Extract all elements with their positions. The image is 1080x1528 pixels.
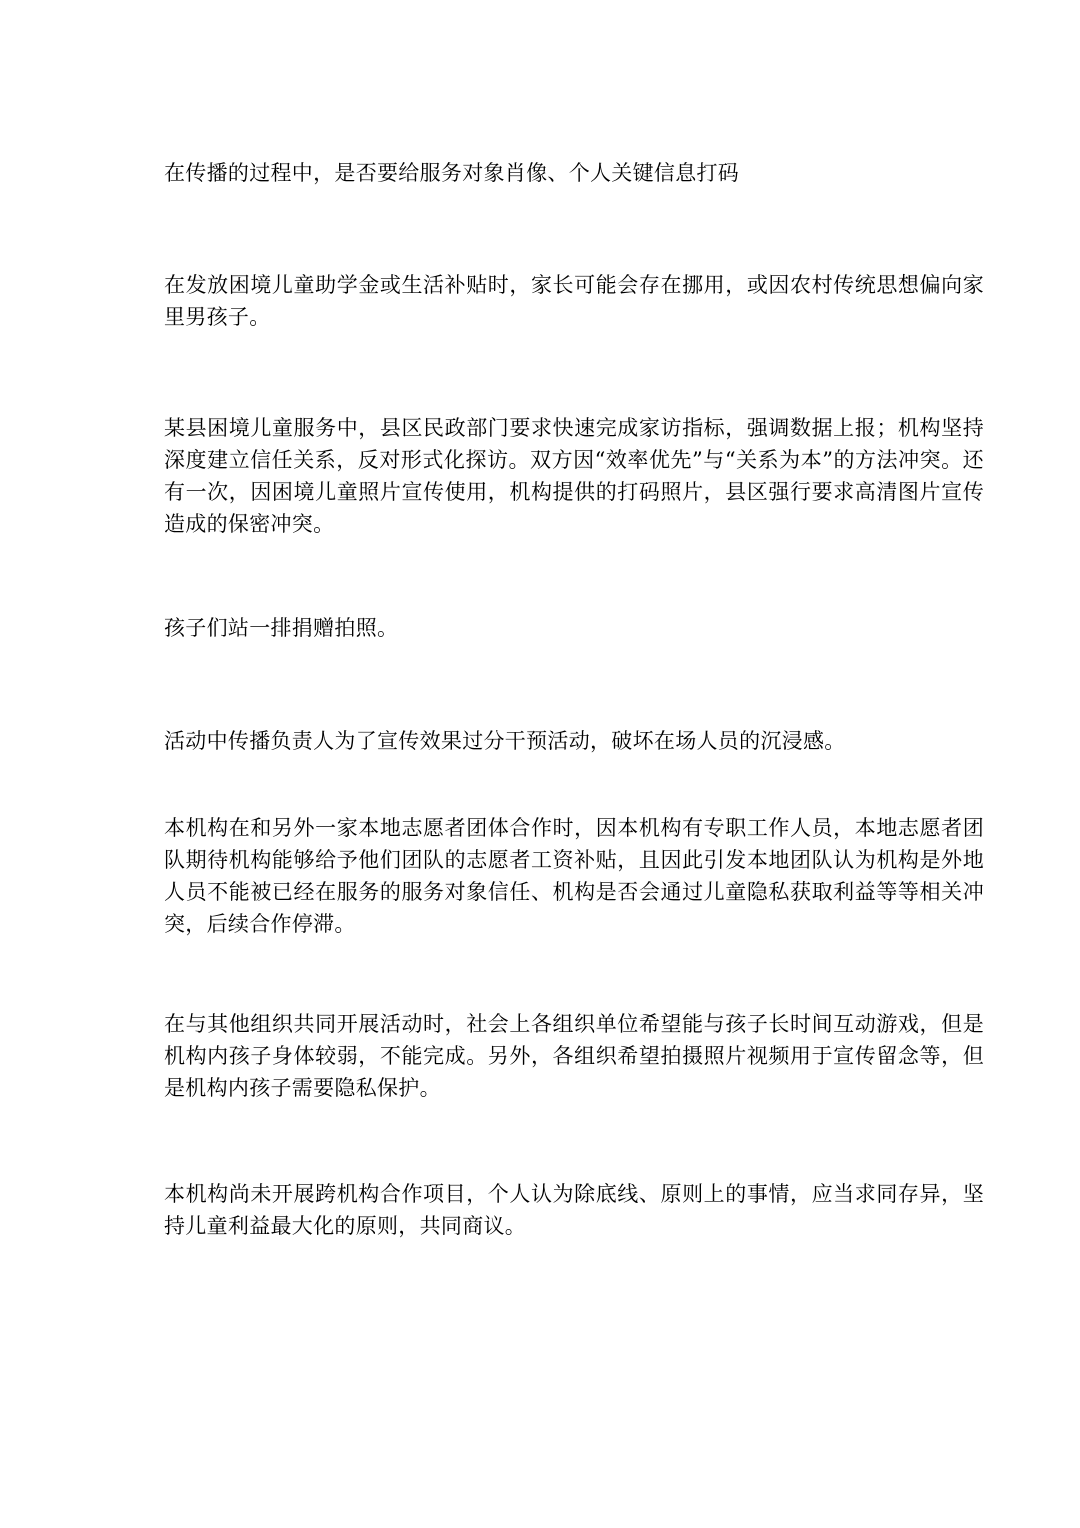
paragraph-donation-photo: 孩子们站一排捐赠拍照。 (164, 616, 399, 640)
paragraph-county-service-conflict: 某县困境儿童服务中，县区民政部门要求快速完成家访指标，强调数据上报；机构坚持深度建立信任关系，反对形式化探访。双方因“效率优先”与“关系为本”的方法冲突。还有一次，因困境儿童照片宣传使用，机构提供的打码照片，县区强行要求高清图片宣传造成的保密冲突。 (164, 416, 984, 536)
paragraph-joint-activity-conflict: 在与其他组织共同开展活动时，社会上各组织单位希望能与孩子长时间互动游戏，但是机构内孩子身体较弱，不能完成。另外，各组织希望拍摄照片视频用于宣传留念等，但是机构内孩子需要隐私保护。 (164, 1012, 984, 1100)
paragraph-publicity-interference: 活动中传播负责人为了宣传效果过分干预活动，破坏在场人员的沉浸感。 (164, 729, 846, 753)
paragraph-cooperation-principle: 本机构尚未开展跨机构合作项目，个人认为除底线、原则上的事情，应当求同存异，坚持儿童利益最大化的原则，共同商议。 (164, 1182, 984, 1238)
paragraph-volunteer-partnership-conflict: 本机构在和另外一家本地志愿者团体合作时，因本机构有专职工作人员，本地志愿者团队期待机构能够给予他们团队的志愿者工资补贴，且因此引发本地团队认为机构是外地人员不能被已经在服务的服务对象信任、机构是否会通过儿童隐私获取利益等等相关冲突，后续合作停滞。 (164, 816, 984, 936)
paragraph-subsidy-misuse: 在发放困境儿童助学金或生活补贴时，家长可能会存在挪用，或因农村传统思想偏向家里男孩子。 (164, 273, 984, 329)
paragraph-photo-masking-question: 在传播的过程中，是否要给服务对象肖像、个人关键信息打码 (164, 161, 740, 185)
